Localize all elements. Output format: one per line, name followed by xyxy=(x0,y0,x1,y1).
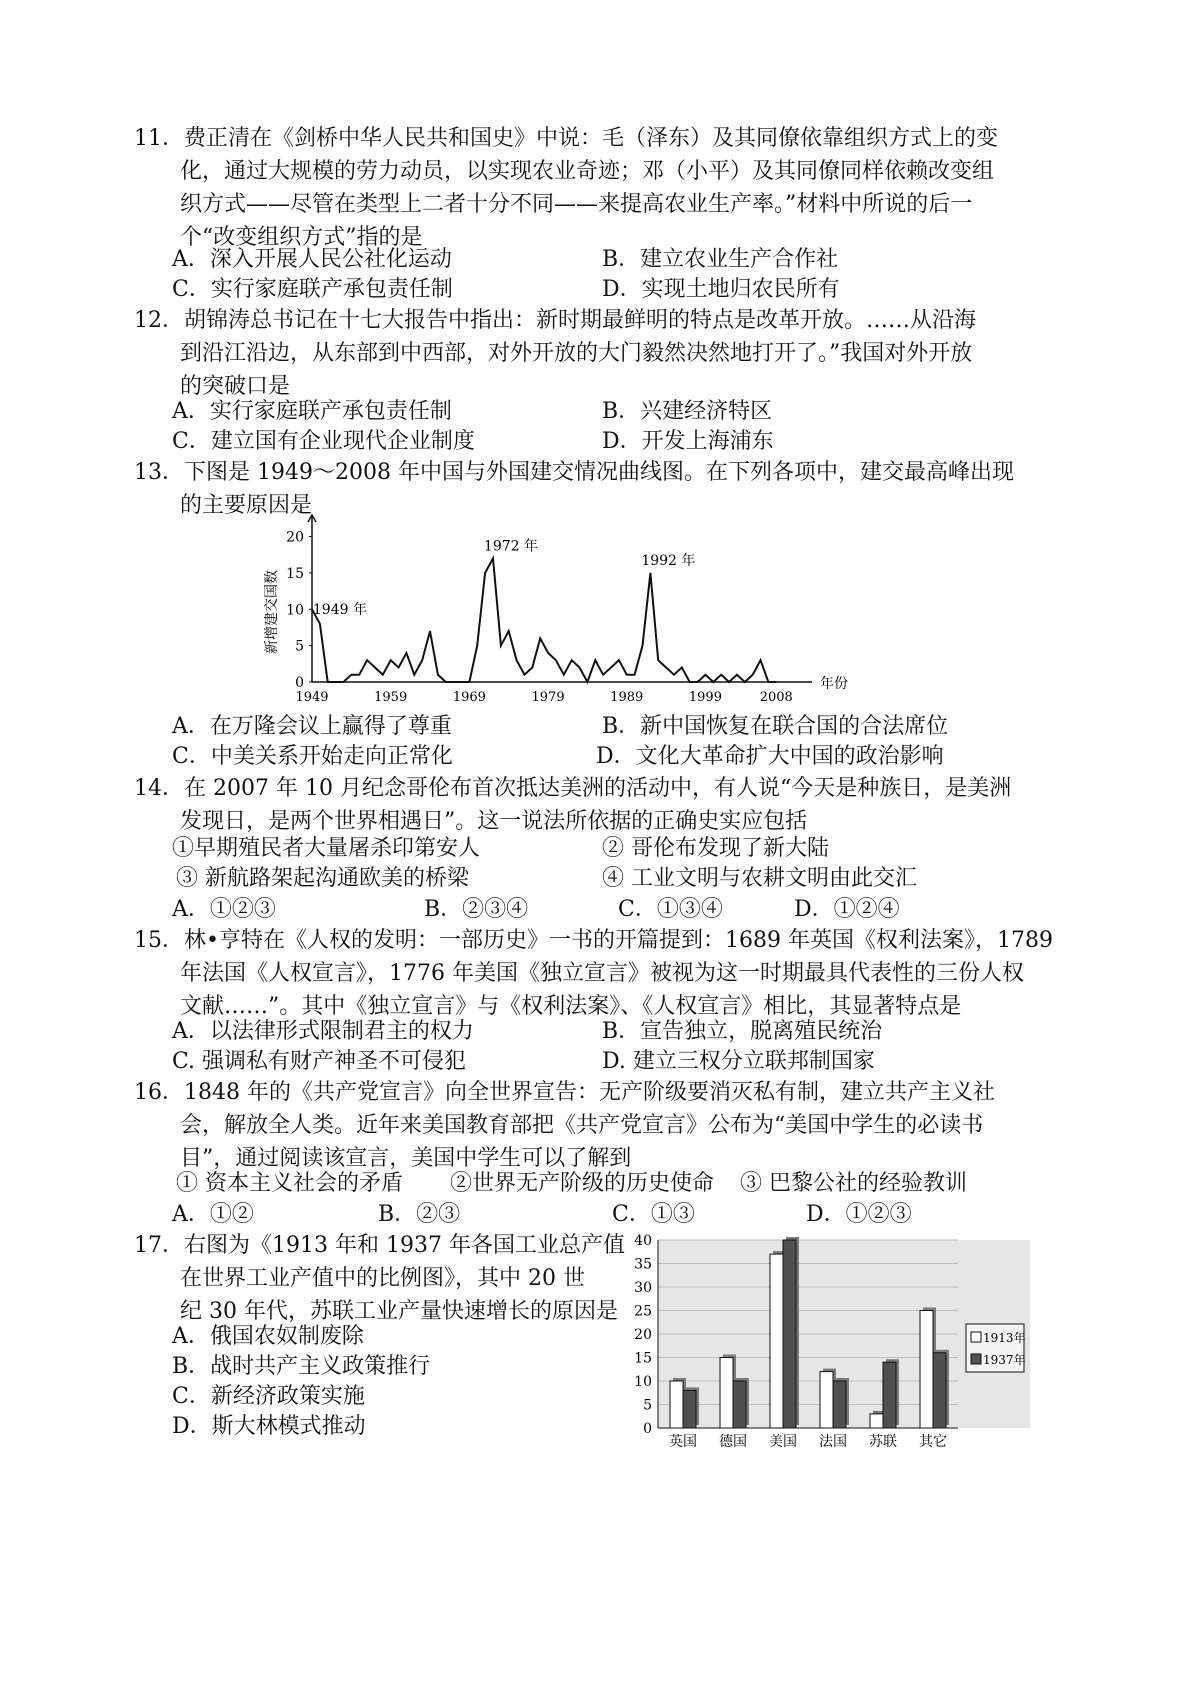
option-c[interactable]: C．建立国有企业现代企业制度 xyxy=(172,429,475,454)
statement-item: ③ 巴黎公社的经验教训 xyxy=(740,1171,967,1196)
statement-item: ②世界无产阶级的历史使命 xyxy=(450,1171,715,1196)
option-c[interactable]: C．①③ xyxy=(612,1202,695,1227)
option-d[interactable]: D．①②③ xyxy=(806,1202,912,1227)
option-a[interactable]: A．以法律形式限制君主的权力 xyxy=(172,1019,474,1044)
question-text-line: 15．林•亨特在《人权的发明：一部历史》一书的开篇提到：1689 年英国《权利法案》，1789 xyxy=(134,928,1053,953)
option-b[interactable]: B．新中国恢复在联合国的合法席位 xyxy=(602,714,949,739)
question-text-line: 12．胡锦涛总书记在十七大报告中指出：新时期最鲜明的特点是改革开放。……从沿海 xyxy=(134,308,976,333)
option-c[interactable]: C．实行家庭联产承包责任制 xyxy=(172,277,453,302)
legend-swatch xyxy=(971,1332,981,1342)
legend-label: 1937年 xyxy=(983,1353,1026,1367)
question-text-line: 目”，通过阅读该宣言，美国中学生可以了解到 xyxy=(180,1146,632,1171)
option-b[interactable]: B．②③④ xyxy=(424,897,529,922)
x-tick-label: 法国 xyxy=(819,1434,847,1450)
x-tick-label: 其它 xyxy=(919,1434,947,1450)
x-tick-label: 1959 xyxy=(374,690,408,705)
question-text-line: 年法国《人权宣言》，1776 年美国《独立宣言》被视为这一时期最具代表性的三份人权 xyxy=(180,961,1024,986)
question-text-line: 个“改变组织方式”指的是 xyxy=(180,225,423,250)
bar-1937年 xyxy=(883,1362,896,1428)
option-c[interactable]: C．①③④ xyxy=(618,897,723,922)
y-tick-label: 15 xyxy=(634,1350,652,1367)
question-text-line: 会，解放全人类。近年来美国教育部把《共产党宣言》公布为“美国中学生的必读书 xyxy=(180,1113,984,1138)
question-12 xyxy=(134,304,1074,403)
y-tick-label: 30 xyxy=(634,1280,652,1296)
option-b[interactable]: B．②③ xyxy=(378,1202,461,1227)
question-text-line: 16．1848 年的《共产党宣言》向全世界宣告：无产阶级要消灭私有制，建立共产主义社 xyxy=(134,1080,995,1105)
option-b[interactable]: B．建立农业生产合作社 xyxy=(602,247,839,272)
peak-annotation: 1949 年 xyxy=(312,601,367,618)
bar-1913年 xyxy=(720,1358,733,1429)
question-text-line: 化，通过大规模的劳力动员，以实现农业奇迹；邓（小平）及其同僚同样依赖改变组 xyxy=(180,159,995,184)
option-d[interactable]: D．①②④ xyxy=(794,897,900,922)
question-text-line: 14．在 2007 年 10 月纪念哥伦布首次抵达美洲的活动中，有人说“今天是种族日，是美洲 xyxy=(134,776,1012,801)
question-16 xyxy=(134,1076,1074,1175)
y-tick-label: 20 xyxy=(286,529,304,546)
question-text-line: 到沿江沿边，从东部到中西部，对外开放的大门毅然决然地打开了。”我国对外开放 xyxy=(180,341,973,366)
diplomatic-relations-line-chart xyxy=(250,512,870,712)
bar-1937年 xyxy=(933,1353,946,1428)
option-b[interactable]: B．宣告独立，脱离殖民统治 xyxy=(602,1019,883,1044)
y-tick-label: 5 xyxy=(295,638,304,655)
question-14 xyxy=(134,772,1074,838)
x-tick-label: 1999 xyxy=(688,690,722,705)
x-tick-label: 苏联 xyxy=(869,1434,897,1450)
bar-1937年 xyxy=(733,1381,746,1428)
question-text-line: 文献……”。其中《独立宣言》与《权利法案》、《人权宣言》相比，其显著特点是 xyxy=(180,994,962,1019)
statement-item: ①早期殖民者大量屠杀印第安人 xyxy=(172,836,481,861)
option-a[interactable]: A．①②③ xyxy=(172,897,276,922)
y-tick-label: 10 xyxy=(634,1374,652,1390)
question-text-line: 纪 30 年代，苏联工业产量快速增长的原因是 xyxy=(180,1299,618,1324)
option-c[interactable]: C．新经济政策实施 xyxy=(172,1384,365,1409)
question-text-line: 在世界工业产值中的比例图》，其中 20 世 xyxy=(180,1266,585,1291)
option-d[interactable]: D．实现土地归农民所有 xyxy=(602,277,840,302)
statement-item: ④ 工业文明与农耕文明由此交汇 xyxy=(602,866,917,891)
statement-item: ③ 新航路架起沟通欧美的桥梁 xyxy=(176,866,469,891)
y-tick-label: 25 xyxy=(634,1303,652,1320)
option-a[interactable]: A．①② xyxy=(172,1202,254,1227)
y-tick-label: 40 xyxy=(634,1233,652,1249)
y-tick-label: 20 xyxy=(634,1327,652,1343)
y-tick-label: 0 xyxy=(295,675,304,691)
option-b[interactable]: B．兴建经济特区 xyxy=(602,399,773,424)
x-tick-label: 1989 xyxy=(610,690,644,705)
question-17 xyxy=(134,1229,625,1328)
y-tick-label: 35 xyxy=(634,1256,652,1273)
option-d[interactable]: D．开发上海浦东 xyxy=(602,429,774,454)
y-tick-label: 5 xyxy=(643,1397,652,1414)
question-text-line: 13．下图是 1949～2008 年中国与外国建交情况曲线图。在下列各项中，建交最高峰出现 xyxy=(134,460,1014,485)
y-tick-label: 15 xyxy=(286,565,304,582)
peak-annotation: 1992 年 xyxy=(641,552,696,569)
statement-item: ② 哥伦布发现了新大陆 xyxy=(602,836,829,861)
peak-annotation: 1972 年 xyxy=(483,538,539,555)
bar-1937年 xyxy=(683,1390,696,1428)
option-a[interactable]: A．俄国农奴制废除 xyxy=(172,1324,364,1349)
y-tick-label: 10 xyxy=(286,602,304,619)
industrial-output-bar-chart xyxy=(618,1232,1042,1450)
option-c[interactable]: C. 强调私有财产神圣不可侵犯 xyxy=(172,1049,467,1074)
option-a[interactable]: A．实行家庭联产承包责任制 xyxy=(172,399,452,424)
bar-1913年 xyxy=(670,1381,683,1428)
series-line xyxy=(312,558,776,682)
x-tick-label: 1949 xyxy=(295,690,329,705)
option-a[interactable]: A．深入开展人民公社化运动 xyxy=(172,247,452,272)
question-15 xyxy=(134,924,1074,1023)
statement-item: ① 资本主义社会的矛盾 xyxy=(176,1171,403,1196)
bar-1913年 xyxy=(870,1414,883,1428)
option-d[interactable]: D．文化大革命扩大中国的政治影响 xyxy=(596,744,944,769)
y-tick-label: 0 xyxy=(643,1421,652,1437)
question-11 xyxy=(134,122,1074,254)
x-tick-label: 英国 xyxy=(669,1434,697,1450)
option-a[interactable]: A．在万隆会议上赢得了尊重 xyxy=(172,714,452,739)
question-text-line: 17．右图为《1913 年和 1937 年各国工业总产值 xyxy=(134,1233,625,1258)
legend-label: 1913年 xyxy=(983,1331,1026,1345)
question-text-line: 11．费正清在《剑桥中华人民共和国史》中说：毛（泽东）及其同僚依靠组织方式上的变 xyxy=(134,126,998,151)
x-tick-label: 1979 xyxy=(531,690,565,705)
bar-1937年 xyxy=(783,1240,796,1428)
bar-1913年 xyxy=(820,1372,833,1428)
question-text-line: 的主要原因是 xyxy=(180,493,313,518)
x-tick-label: 美国 xyxy=(769,1434,797,1450)
question-text-line: 发现日，是两个世界相遇日”。这一说法所依据的正确史实应包括 xyxy=(180,809,808,834)
x-tick-label: 德国 xyxy=(719,1434,747,1450)
option-b[interactable]: B．战时共产主义政策推行 xyxy=(172,1354,431,1379)
legend-swatch xyxy=(971,1354,981,1364)
bar-1937年 xyxy=(833,1381,846,1428)
x-tick-label: 1969 xyxy=(452,690,486,705)
question-text-line: 的突破口是 xyxy=(180,374,291,399)
x-tick-label: 2008 xyxy=(759,690,793,705)
option-d[interactable]: D．斯大林模式推动 xyxy=(172,1414,366,1439)
question-text-line: 织方式——尽管在类型上二者十分不同——来提高农业生产率。”材料中所说的后一 xyxy=(180,192,973,217)
bar-1913年 xyxy=(920,1311,933,1429)
bar-1913年 xyxy=(770,1254,783,1428)
x-axis-label: 年份 xyxy=(820,676,848,692)
y-axis-label: 新增建交国数 xyxy=(264,570,280,654)
option-d[interactable]: D. 建立三权分立联邦制国家 xyxy=(602,1049,875,1074)
option-c[interactable]: C．中美关系开始走向正常化 xyxy=(172,744,453,769)
